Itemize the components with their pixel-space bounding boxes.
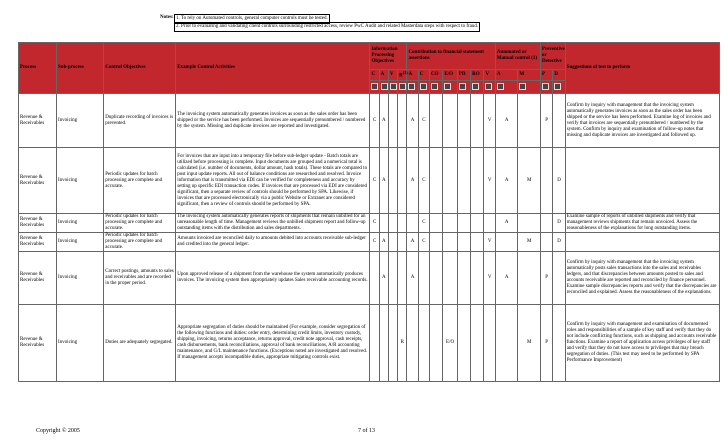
cell-mark: [398, 214, 407, 233]
header-sub-c: C: [370, 70, 379, 81]
cell-mark: A: [495, 252, 518, 305]
note-1-text: 1. To rely on Automated controls, general computer controls must be tested.: [174, 14, 330, 24]
header-subprocess: Sub-process: [57, 43, 104, 94]
cell-mark: C: [418, 214, 429, 233]
cell-mark: A: [407, 148, 418, 214]
notes-label: Notes:: [160, 15, 174, 20]
cell-mark: A: [495, 94, 518, 148]
cell-process: Revenue & Receivables: [19, 148, 57, 214]
cell-mark: [541, 148, 553, 214]
cell-mark: [553, 305, 565, 382]
header-sub-assert-c: C: [418, 70, 429, 81]
cell-activities: The invoicing system automatically generates reports of shipments that remain unbilled for an unreasonable length of time. Management reviews the unbilled shipment report and follow-up outstanding items with the distribution and sales departments.: [176, 214, 370, 233]
cell-mark: [541, 233, 553, 252]
filter-cell: [430, 81, 443, 94]
cell-mark: [518, 214, 541, 233]
cell-mark: [398, 148, 407, 214]
filter-dropdown-icon[interactable]: [497, 83, 504, 90]
filter-dropdown-icon[interactable]: [519, 83, 526, 90]
cell-subprocess: Invoicing: [57, 233, 104, 252]
filter-cell: [407, 81, 418, 94]
cell-tests: [565, 148, 719, 214]
header-sub-pd: PD: [457, 70, 470, 81]
header-objective: Control Objectives: [104, 43, 176, 94]
cell-mark: A: [495, 214, 518, 233]
cell-mark: [407, 214, 418, 233]
cell-mark: P: [541, 305, 553, 382]
filter-cell: [457, 81, 470, 94]
table-row: [19, 305, 720, 382]
filter-dropdown-icon[interactable]: [554, 83, 561, 90]
header-sub-manual-m: M: [518, 70, 541, 81]
cell-subprocess: Invoicing: [57, 148, 104, 214]
cell-mark: [471, 252, 484, 305]
header-process: Process: [19, 43, 57, 94]
cell-mark: A: [379, 252, 388, 305]
cell-mark: [457, 305, 470, 382]
filter-dropdown-icon[interactable]: [542, 83, 549, 90]
cell-mark: A: [379, 233, 388, 252]
cell-mark: A: [379, 94, 388, 148]
cell-mark: [471, 148, 484, 214]
table-row: [19, 214, 720, 233]
cell-mark: [407, 305, 418, 382]
cell-activities: Amounts invoiced are reconciled daily to amounts debited into accounts receivable sub-ledger and credited into the general ledger.: [176, 233, 370, 252]
cell-mark: A: [407, 94, 418, 148]
filter-cell: [370, 81, 379, 94]
cell-mark: [443, 252, 457, 305]
header-sub-assert-a: A: [407, 70, 418, 81]
filter-dropdown-icon[interactable]: [399, 83, 406, 90]
cell-mark: [443, 94, 457, 148]
cell-subprocess: Invoicing: [57, 94, 104, 148]
cell-mark: C: [370, 214, 379, 233]
cell-tests: Examine sample of reports of unbilled shipments and verify that management reviews shipments that remain unvoiced. Assess the reasonableness of the explanations for long outstanding items.: [565, 214, 719, 233]
cell-mark: [457, 252, 470, 305]
cell-activities: Appropriate segregation of duties should be maintained (For example, consider segregation of the following functions and duties: order entry, determining credit limits, inventory custody, shipping, invoicing, returns acceptance, returns approval, credit note approval, cash receipts, cash disbursements, bank reconciliations, approval of bank reconciliations, A/R accounting maintenance, and G/L maintenance functions. (Exceptions noted are investigated and resolved. If management accepts incompatible duties, appropriate mitigating controls exist.: [176, 305, 370, 382]
cell-mark: D: [553, 233, 565, 252]
cell-mark: [471, 233, 484, 252]
cell-mark: [388, 233, 397, 252]
filter-cell: [471, 81, 484, 94]
header-sub-eo: E/O: [443, 70, 457, 81]
filter-cell: [541, 81, 553, 94]
cell-mark: [430, 214, 443, 233]
cell-mark: A: [407, 252, 418, 305]
cell-mark: [388, 94, 397, 148]
header-sub-preventive-p: P: [541, 70, 553, 81]
cell-mark: [398, 252, 407, 305]
cell-mark: M: [518, 148, 541, 214]
cell-mark: D: [553, 148, 565, 214]
cell-activities: Upon approved release of a shipment from the warehouse the system automatically produces invoices. The invoicing system then appropriately updates Sales receivable accounting records.: [176, 252, 370, 305]
header-sub-r-footnote: (1): [402, 70, 408, 76]
cell-mark: [518, 252, 541, 305]
cell-mark: V: [484, 252, 495, 305]
filter-dropdown-icon[interactable]: [459, 83, 466, 90]
controls-table: [18, 42, 720, 382]
cell-mark: [553, 252, 565, 305]
cell-tests: Confirm by inquiry with management that the invoicing system automatically generates invoices as soon as the sales order has been shipped or the service has been performed. Examine log of invoices and verify that invoices are sequentially prenumbered / numbered by the system. Confirm by inquiry and examination of follow-up notes that missing and duplicate invoices are investigated and followed up.: [565, 94, 719, 148]
cell-mark: [430, 233, 443, 252]
cell-activities: For invoices that are input into a temporary file before sub-ledger update - Batch totals are utilized before processing is complete. Input documents are grouped and a numerical total is calculated (i.e. number of documents, dollar amount, hash totals). These totals are compared to post input update reports. All out of balance conditions are researched and resolved. Invoice information that is transmitted via EDI can be verified for completeness and accuracy by setting up specific EDI transaction codes. If invoices that are processed via EDI are considered significant, then a separate review of controls should be performed by SPA. Likewise, if invoices that are processed electronically via a public Website or Extranet are considered significant, then a review of controls should be performed by SPA.: [176, 148, 370, 214]
cell-tests: Confirm by inquiry with management and examination of documented roles and responsibilities of a sample of key staff and verify that they do not include conflicting functions, such as shipping and accounts receivable functions. Examine a report of application access privileges of key staff and verify that they do not have access to privileges that may breach segregation of duties. (This test may need to be performed by SPA Performance Improvement): [565, 305, 719, 382]
cell-process: Revenue & Receivables: [19, 214, 57, 233]
cell-mark: [418, 252, 429, 305]
cell-mark: C: [418, 94, 429, 148]
cell-mark: [388, 148, 397, 214]
cell-mark: [518, 94, 541, 148]
cell-mark: A: [407, 233, 418, 252]
cell-process: Revenue & Receivables: [19, 233, 57, 252]
cell-mark: A: [495, 148, 518, 214]
cell-mark: [484, 305, 495, 382]
footer-copyright: Copyright © 2005: [36, 428, 80, 434]
cell-mark: R: [398, 305, 407, 382]
filter-dropdown-icon[interactable]: [444, 83, 451, 90]
header-activities: Example Control Activities: [176, 43, 370, 94]
note-2: [174, 22, 480, 32]
cell-mark: [495, 233, 518, 252]
cell-mark: V: [484, 94, 495, 148]
filter-dropdown-icon[interactable]: [381, 83, 388, 90]
filter-dropdown-icon[interactable]: [485, 83, 492, 90]
cell-activities: The invoicing system automatically generates invoices as soon as the sales order has been shipped or the service has been performed. Invoices are sequentially prenumbered / numbered by the system. Missing and duplicate invoices are reported and investigated.: [176, 94, 370, 148]
header-sub-detective-d: D: [553, 70, 565, 81]
cell-mark: [457, 214, 470, 233]
header-info-objectives: Information Processing Objectives: [370, 43, 407, 70]
filter-cell: [388, 81, 397, 94]
cell-mark: [471, 214, 484, 233]
cell-process: Revenue & Receivables: [19, 252, 57, 305]
header-sub-r: [398, 70, 407, 81]
header-sub-r-text: R: [399, 73, 403, 79]
cell-subprocess: Invoicing: [57, 214, 104, 233]
filter-cell: [518, 81, 541, 94]
cell-process: Revenue & Receivables: [19, 94, 57, 148]
cell-mark: C: [370, 94, 379, 148]
cell-mark: [443, 233, 457, 252]
cell-mark: [457, 233, 470, 252]
cell-mark: [443, 214, 457, 233]
cell-objective: Periodic updates for batch processing are complete and accurate.: [104, 214, 176, 233]
cell-mark: M: [518, 305, 541, 382]
cell-mark: C: [418, 233, 429, 252]
cell-mark: C: [370, 148, 379, 214]
filter-dropdown-icon[interactable]: [420, 83, 427, 90]
cell-mark: [370, 252, 379, 305]
cell-tests: Confirm by inquiry with management that the invoicing system automatically posts sales transactions into the sales and receivables ledgers, and that discrepancies between amounts posted to sales and accounts receivable are reported and reconciled by finance personnel. Examine sample discrepancies reports and verify that the discrepancies are reconciled and explained. Assess the reasonableness of the explanations.: [565, 252, 719, 305]
cell-mark: [430, 252, 443, 305]
header-auto-manual: [495, 43, 540, 70]
filter-cell: [484, 81, 495, 94]
cell-subprocess: Invoicing: [57, 305, 104, 382]
table-row: [19, 233, 720, 252]
cell-mark: [541, 214, 553, 233]
cell-mark: D: [553, 214, 565, 233]
filter-cell: [398, 81, 407, 94]
cell-mark: [484, 214, 495, 233]
filter-cell: [443, 81, 457, 94]
filter-dropdown-icon[interactable]: [408, 83, 415, 90]
cell-mark: [471, 305, 484, 382]
cell-mark: A: [379, 148, 388, 214]
cell-mark: [457, 94, 470, 148]
filter-dropdown-icon[interactable]: [472, 83, 479, 90]
header-sub-a: A: [379, 70, 388, 81]
header-row-1: [19, 43, 720, 70]
cell-objective: Duties are adequately segregated.: [104, 305, 176, 382]
cell-mark: E/O: [443, 305, 457, 382]
header-preventive: Preventive or Detective: [541, 43, 566, 70]
header-sub-assert-v: V: [484, 70, 495, 81]
cell-mark: P: [541, 252, 553, 305]
cell-mark: [495, 305, 518, 382]
cell-mark: M: [518, 233, 541, 252]
header-sub-v: V: [388, 70, 397, 81]
cell-mark: [430, 94, 443, 148]
filter-dropdown-icon[interactable]: [371, 83, 378, 90]
header-sub-co: CO: [430, 70, 443, 81]
cell-mark: P: [541, 94, 553, 148]
cell-mark: [471, 94, 484, 148]
footer-page-number: 7 of 13: [358, 428, 375, 434]
table-row: [19, 252, 720, 305]
header-assertions: Contribution to financial statement assertions: [407, 43, 495, 70]
cell-mark: [388, 305, 397, 382]
cell-mark: V: [484, 148, 495, 214]
filter-dropdown-icon[interactable]: [431, 83, 438, 90]
cell-mark: [388, 252, 397, 305]
header-sub-auto-a: A: [495, 70, 518, 81]
cell-mark: [430, 148, 443, 214]
filter-cell: [379, 81, 388, 94]
table-row: [19, 148, 720, 214]
cell-mark: [379, 214, 388, 233]
cell-mark: [443, 148, 457, 214]
cell-mark: [457, 148, 470, 214]
cell-mark: [418, 305, 429, 382]
table-row: [19, 94, 720, 148]
cell-mark: [379, 305, 388, 382]
cell-mark: [398, 94, 407, 148]
cell-mark: [398, 233, 407, 252]
header-sub-ro: RO: [471, 70, 484, 81]
filter-cell: [418, 81, 429, 94]
cell-mark: C: [370, 233, 379, 252]
cell-mark: C: [418, 148, 429, 214]
cell-tests: [565, 233, 719, 252]
cell-objective: Periodic updates for batch processing are complete and accurate.: [104, 148, 176, 214]
cell-process: Revenue & Receivables: [19, 305, 57, 382]
header-auto-manual-text: Automated or Manual control: [496, 50, 530, 61]
filter-cell: [553, 81, 565, 94]
cell-mark: V: [484, 233, 495, 252]
filter-cell: [495, 81, 518, 94]
cell-objective: Duplicate recording of invoices is prevented.: [104, 94, 176, 148]
cell-objective: Periodic updates for batch processing are complete and accurate.: [104, 233, 176, 252]
filter-dropdown-icon[interactable]: [390, 83, 397, 90]
cell-subprocess: Invoicing: [57, 252, 104, 305]
note-2-text: 2. Prior to evaluating and validating client controls surrounding restricted access, review PwC Audit and related Masterdata steps with respect to fraud.: [174, 22, 480, 32]
cell-mark: [430, 305, 443, 382]
cell-mark: [553, 94, 565, 148]
cell-mark: [388, 214, 397, 233]
header-auto-manual-footnote: (1): [531, 56, 538, 61]
header-tests: Suggestions of test to perform: [565, 43, 719, 94]
cell-objective: Correct postings, amounts to sales and receivables and are recorded in the proper period.: [104, 252, 176, 305]
cell-mark: [370, 305, 379, 382]
